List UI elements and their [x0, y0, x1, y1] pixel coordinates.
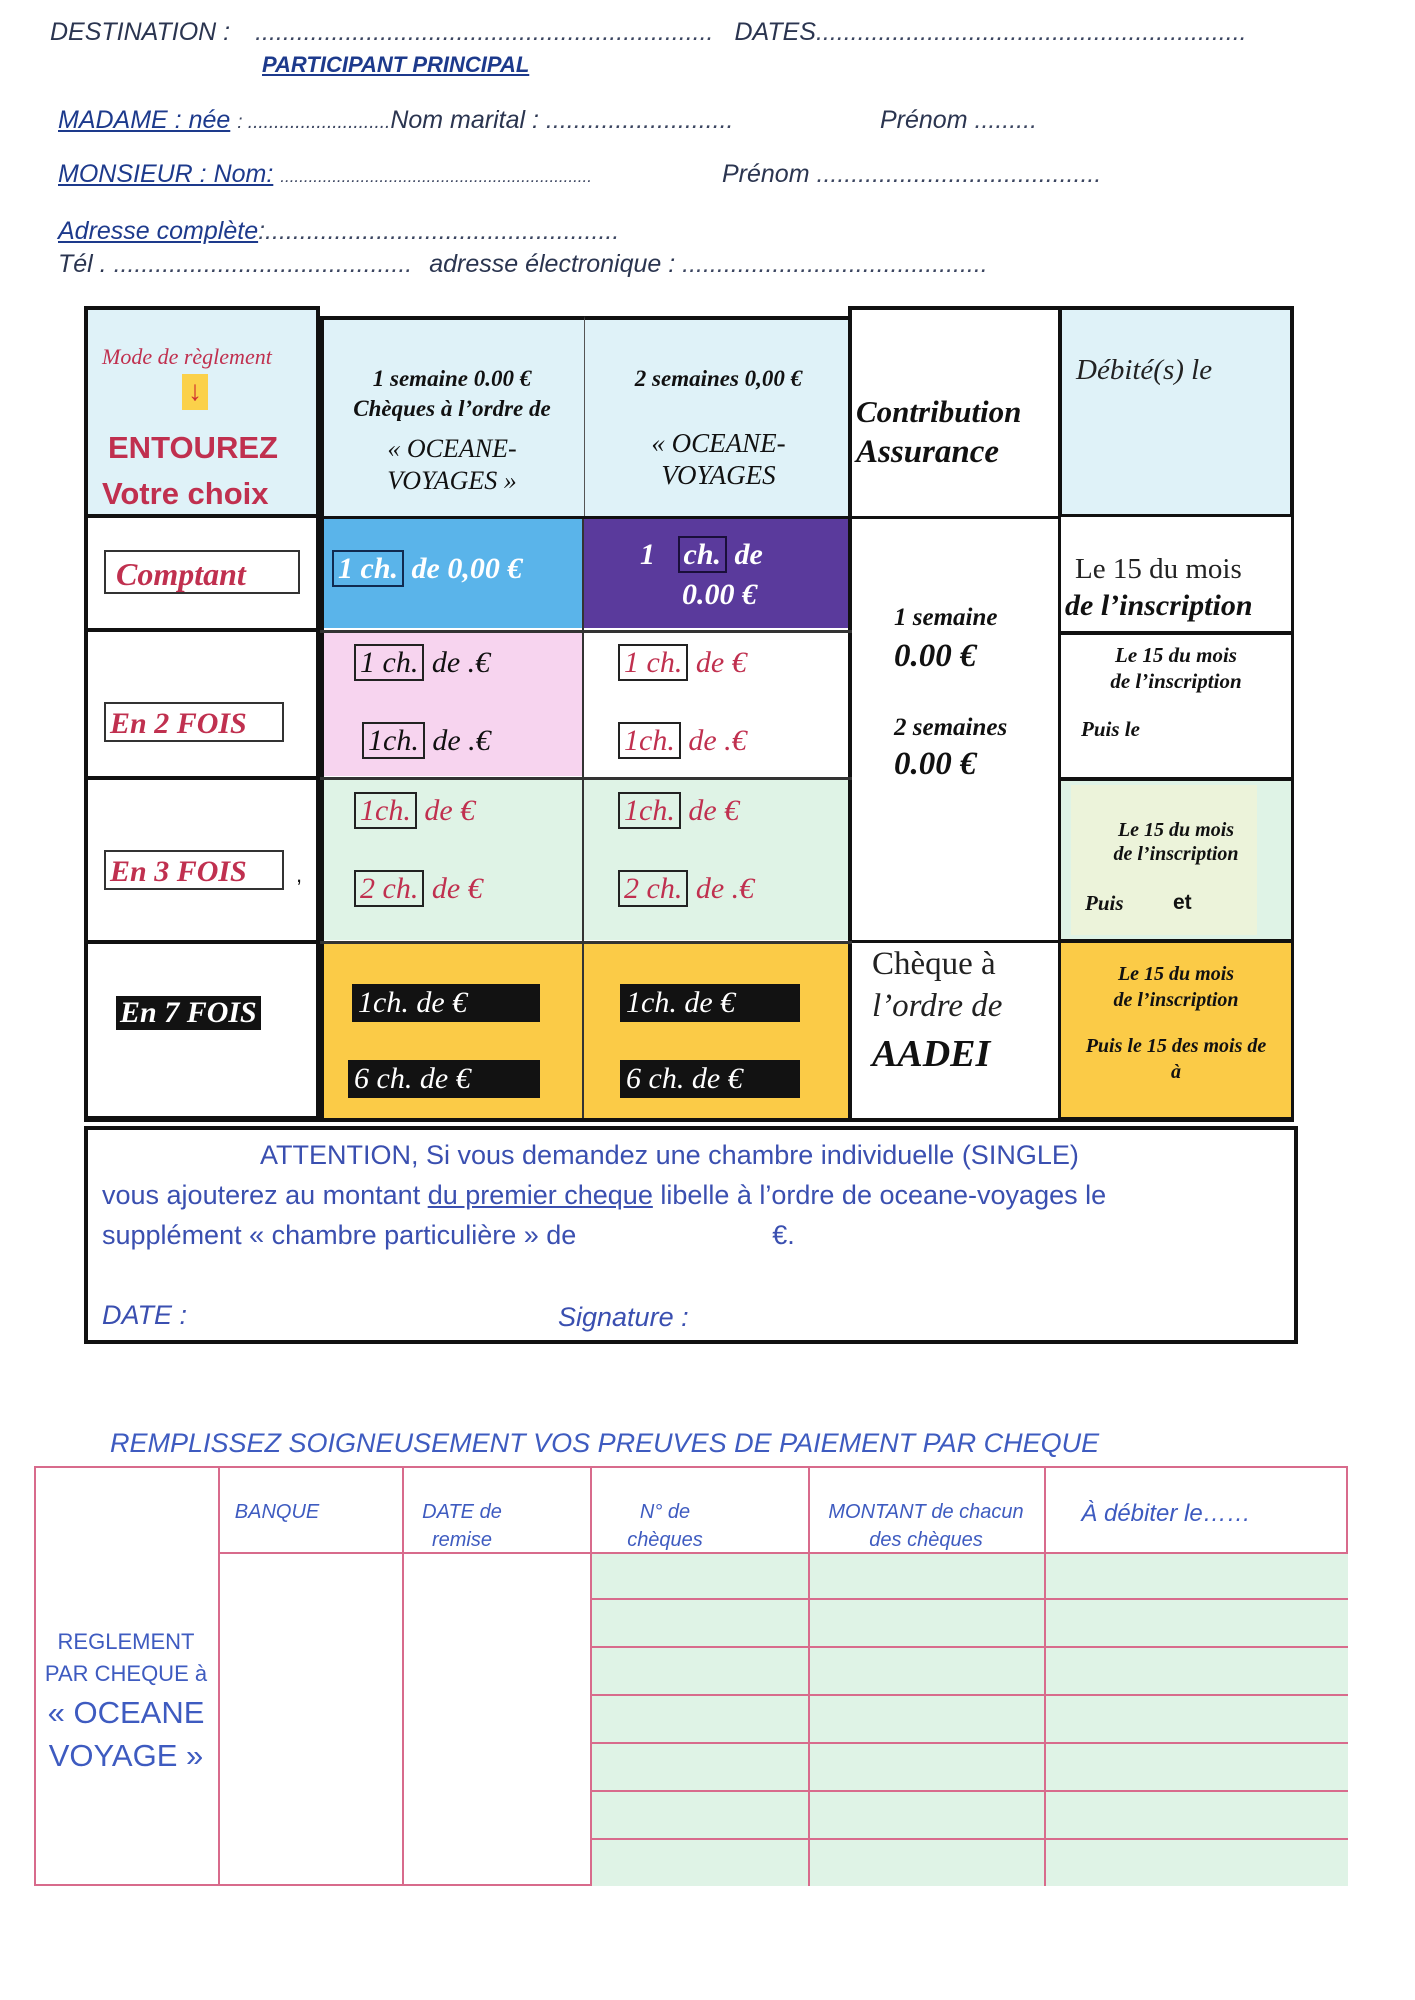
row-comptant-label-cell	[84, 514, 320, 632]
comptant-col1-amount: de 0,00 €	[404, 552, 523, 585]
col-2-semaines-header	[584, 316, 852, 518]
tel-label: Tél .	[58, 250, 107, 278]
sept-fois-col2-b: 6 ch. de €	[620, 1060, 800, 1098]
trois-fois-col2-b-amount: de .€	[688, 872, 755, 905]
dates-label: DATES	[734, 18, 816, 46]
col-date-header-2: remise	[431, 1529, 492, 1551]
nom-marital-field[interactable]: ...........................	[545, 106, 734, 134]
col-date-header-1: DATE de	[422, 1501, 502, 1523]
deux-fois-col2-b	[618, 724, 747, 758]
madame-label: MADAME : née	[58, 106, 231, 134]
dates-field[interactable]: ..............................................................	[815, 18, 1247, 46]
cheque-count-box: 2 ch.	[354, 870, 424, 907]
arrow-down-icon: ↓	[182, 374, 208, 410]
side-line2: PAR CHEQUE à	[44, 1661, 208, 1686]
col2-line3: VOYAGES	[661, 460, 776, 490]
cheque-count-box: 1ch.	[618, 722, 681, 759]
cheque-count-box: 2 ch.	[618, 870, 688, 907]
deux-fois-debit-line3: Puis le	[1081, 717, 1140, 741]
col-1-semaine-header	[320, 316, 584, 518]
comma-mark: ,	[296, 862, 303, 887]
proof-green-area	[590, 1554, 1348, 1886]
sept-fois-option[interactable]: En 7 FOIS	[116, 996, 261, 1030]
sept-fois-col1[interactable]	[324, 944, 582, 1120]
attention-line2-a: vous ajouterez au montant	[102, 1180, 428, 1210]
deux-fois-debit-cell	[1058, 632, 1294, 780]
grid-line	[590, 1694, 1348, 1696]
row-3-fois-label-cell	[84, 776, 320, 944]
col-num-header-2: chèques	[627, 1529, 703, 1551]
col2-line1: 2 semaines 0,00 €	[634, 366, 803, 391]
sept-fois-debit-line4: à	[1171, 1061, 1181, 1083]
deux-fois-col2-b-amount: de .€	[680, 724, 747, 757]
trois-fois-col1-a	[354, 794, 475, 828]
grid-line	[590, 1598, 1348, 1600]
prenom-monsieur-label: Prénom	[722, 160, 810, 188]
attention-line2-b: libelle à l’ordre de oceane-voyages le	[652, 1180, 1107, 1210]
grid-line	[320, 941, 852, 944]
deux-fois-col2[interactable]	[584, 632, 848, 776]
grid-line	[218, 1552, 1348, 1554]
grid-line	[84, 1118, 1294, 1122]
sept-fois-col1-a: 1ch. de €	[352, 984, 540, 1022]
trois-fois-debit-cell	[1058, 778, 1294, 942]
attention-line2-underlined: du premier cheque	[427, 1180, 653, 1210]
col1-line1: 1 semaine 0.00 €	[372, 366, 532, 391]
deux-fois-col2-a	[618, 646, 747, 680]
mode-reglement-cell	[84, 306, 320, 518]
debite-label: Débité(s) le	[1076, 354, 1213, 386]
destination-field[interactable]: ..................................................................	[255, 18, 714, 46]
cheque-count-box: 1 ch.	[354, 644, 424, 681]
col-num-header-1: N° de	[639, 1501, 691, 1523]
contribution-label: Contribution	[856, 394, 1022, 429]
assurance-amounts-cell	[852, 518, 1058, 942]
col-montant-header-2: des chèques	[869, 1529, 983, 1551]
grid-line	[320, 630, 852, 633]
destination-label: DESTINATION :	[50, 18, 231, 46]
madame-line	[58, 106, 733, 135]
grid-line	[590, 1466, 592, 1886]
email-field[interactable]: ............................................	[682, 250, 988, 278]
destination-line	[50, 18, 1247, 47]
date-label: DATE :	[102, 1300, 188, 1330]
deux-fois-col2-a-amount: de €	[688, 646, 747, 679]
deux-fois-col1-b-amount: de .€	[424, 724, 491, 757]
grid-line	[590, 1790, 1348, 1792]
trois-fois-col1[interactable]	[324, 780, 582, 940]
adresse-field[interactable]: :...................................................	[258, 217, 620, 245]
nom-marital-label: Nom marital :	[390, 106, 539, 134]
grid-line	[852, 940, 1058, 943]
grid-line	[848, 306, 852, 1122]
assurance-2-semaines-value: 0.00 €	[894, 746, 977, 782]
sept-fois-col2[interactable]	[584, 944, 848, 1120]
row-2-fois-label-cell	[84, 628, 320, 780]
deux-fois-col1-b	[362, 724, 491, 758]
assurance-1-semaine-value: 0.00 €	[894, 638, 977, 674]
entourez-label: ENTOUREZ	[108, 430, 278, 465]
cheque-count-box: 1ch.	[618, 792, 681, 829]
attention-line1: ATTENTION, Si vous demandez une chambre individuelle (SINGLE)	[260, 1140, 1079, 1170]
side-line1: REGLEMENT	[57, 1629, 195, 1654]
col-montant-header-1: MONTANT de chacun	[828, 1501, 1024, 1523]
grid-line	[320, 316, 324, 1122]
grid-line	[320, 777, 852, 780]
grid-line	[582, 518, 584, 1120]
col2-line2: « OCEANE-	[651, 428, 786, 458]
grid-line	[590, 1646, 1348, 1648]
col-debiter-header: À débiter le……	[1081, 1500, 1251, 1527]
prenom-madame-field[interactable]: .........	[974, 106, 1038, 134]
comptant-col2-count: 1	[640, 538, 655, 571]
row-7-fois-label-cell	[84, 940, 320, 1120]
attention-box	[84, 1126, 1298, 1344]
ordre-de-label: l’ordre de	[872, 988, 1003, 1024]
trois-fois-option[interactable]: En 3 FOIS	[104, 850, 284, 890]
cheque-count-box: 1 ch.	[618, 644, 688, 681]
trois-fois-debit-et: et	[1173, 891, 1192, 914]
adresse-label: Adresse complète	[58, 217, 259, 245]
sept-fois-col1-b: 6 ch. de €	[348, 1060, 540, 1098]
contribution-assurance-header	[852, 306, 1058, 518]
trois-fois-debit-line1: Le 15 du mois	[1117, 819, 1235, 841]
trois-fois-col1-a-amount: de €	[416, 794, 476, 827]
sept-fois-debit-line3: Puis le 15 des mois de	[1085, 1035, 1267, 1057]
trois-fois-debit-puis: Puis	[1085, 891, 1124, 915]
grid-line	[590, 1742, 1348, 1744]
sept-fois-debit-line1: Le 15 du mois	[1117, 963, 1235, 985]
assurance-label: Assurance	[856, 434, 1000, 470]
votre-choix-label: Votre choix	[102, 476, 269, 511]
comptant-col1[interactable]	[324, 518, 582, 628]
participant-principal-title: PARTICIPANT PRINCIPAL	[262, 52, 530, 77]
signature-label: Signature :	[558, 1302, 689, 1332]
sept-fois-debit-line2: de l’inscription	[1113, 989, 1239, 1011]
comptant-debit-cell	[1058, 514, 1294, 634]
trois-fois-col2-b	[618, 872, 754, 906]
attention-line2	[102, 1180, 1106, 1211]
comptant-option[interactable]: Comptant	[104, 550, 300, 594]
monsieur-field[interactable]: ..................................................................	[280, 167, 592, 186]
tel-field[interactable]: ...........................................	[113, 250, 413, 278]
adresse-line	[58, 217, 619, 246]
monsieur-label: MONSIEUR : Nom:	[58, 160, 274, 188]
comptant-col2[interactable]	[584, 518, 848, 628]
grid-line	[320, 516, 852, 519]
attention-line3-b: €.	[772, 1220, 795, 1250]
deux-fois-col1-a-amount: de .€	[424, 646, 491, 679]
grid-line	[218, 1466, 220, 1886]
col1-line2: Chèques à l’ordre de	[353, 396, 551, 421]
cheque-a-label: Chèque à	[872, 946, 996, 982]
comptant-col1-text	[332, 552, 522, 586]
cheque-count-box: 1ch.	[362, 722, 425, 759]
prenom-monsieur-field[interactable]: .........................................	[816, 160, 1102, 188]
grid-line	[852, 516, 1058, 519]
trois-fois-col2[interactable]	[584, 780, 848, 940]
trois-fois-debit-line2: de l’inscription	[1113, 843, 1239, 865]
assurance-1-semaine-label: 1 semaine	[894, 604, 998, 631]
grid-line	[1044, 1466, 1046, 1886]
prenom-madame	[880, 106, 1037, 135]
monsieur-line	[58, 160, 592, 189]
deux-fois-debit-line1: Le 15 du mois	[1115, 643, 1237, 667]
comptant-col2-amount: 0.00 €	[682, 578, 757, 611]
reglement-side-label	[34, 1626, 218, 1776]
trois-fois-col1-b-amount: de €	[424, 872, 483, 905]
deux-fois-option[interactable]: En 2 FOIS	[104, 702, 284, 742]
side-line3: « OCEANE	[47, 1695, 205, 1730]
trois-fois-col2-a	[618, 794, 739, 828]
assurance-2-semaines-label: 2 semaines	[894, 714, 1008, 741]
side-line4: VOYAGE »	[48, 1738, 204, 1773]
deux-fois-col1-a	[354, 646, 490, 680]
comptant-col2-text	[640, 538, 763, 572]
preuves-title: REMPLISSEZ SOIGNEUSEMENT VOS PREUVES DE PAIEMENT PAR CHEQUE	[110, 1428, 1100, 1458]
aadei-label: AADEI	[872, 1033, 991, 1075]
col1-line3: « OCEANE-	[387, 434, 517, 463]
grid-line	[590, 1838, 1348, 1840]
debite-header	[1058, 306, 1294, 518]
mode-reglement-label: Mode de règlement	[102, 344, 272, 369]
attention-line3	[102, 1220, 795, 1251]
col-banque-header: BANQUE	[234, 1501, 320, 1523]
prenom-madame-label: Prénom	[880, 106, 968, 134]
sept-fois-debit-cell	[1058, 940, 1294, 1120]
deux-fois-col1[interactable]	[324, 632, 582, 776]
trois-fois-col2-a-amount: de €	[680, 794, 740, 827]
cheque-count-box: ch.	[678, 536, 728, 573]
trois-fois-col1-b	[354, 872, 483, 906]
sept-fois-col2-a: 1ch. de €	[620, 984, 800, 1022]
aadei-cheque-cell	[852, 942, 1058, 1120]
comptant-col2-de: de	[727, 538, 763, 571]
col1-line4: VOYAGES »	[387, 466, 517, 495]
cheque-count-box: 1 ch.	[332, 550, 404, 587]
cheque-count-box: 1ch.	[354, 792, 417, 829]
deux-fois-debit-line2: de l’inscription	[1110, 669, 1242, 693]
comptant-debit-line1: Le 15 du mois	[1075, 553, 1242, 585]
comptant-debit-line2: de l’inscription	[1065, 589, 1253, 622]
attention-line3-a: supplément « chambre particulière » de	[102, 1220, 577, 1250]
tel-line	[58, 250, 988, 279]
email-label: adresse électronique :	[429, 250, 676, 278]
prenom-monsieur	[722, 160, 1101, 189]
madame-field[interactable]: : ...........................	[237, 112, 391, 133]
